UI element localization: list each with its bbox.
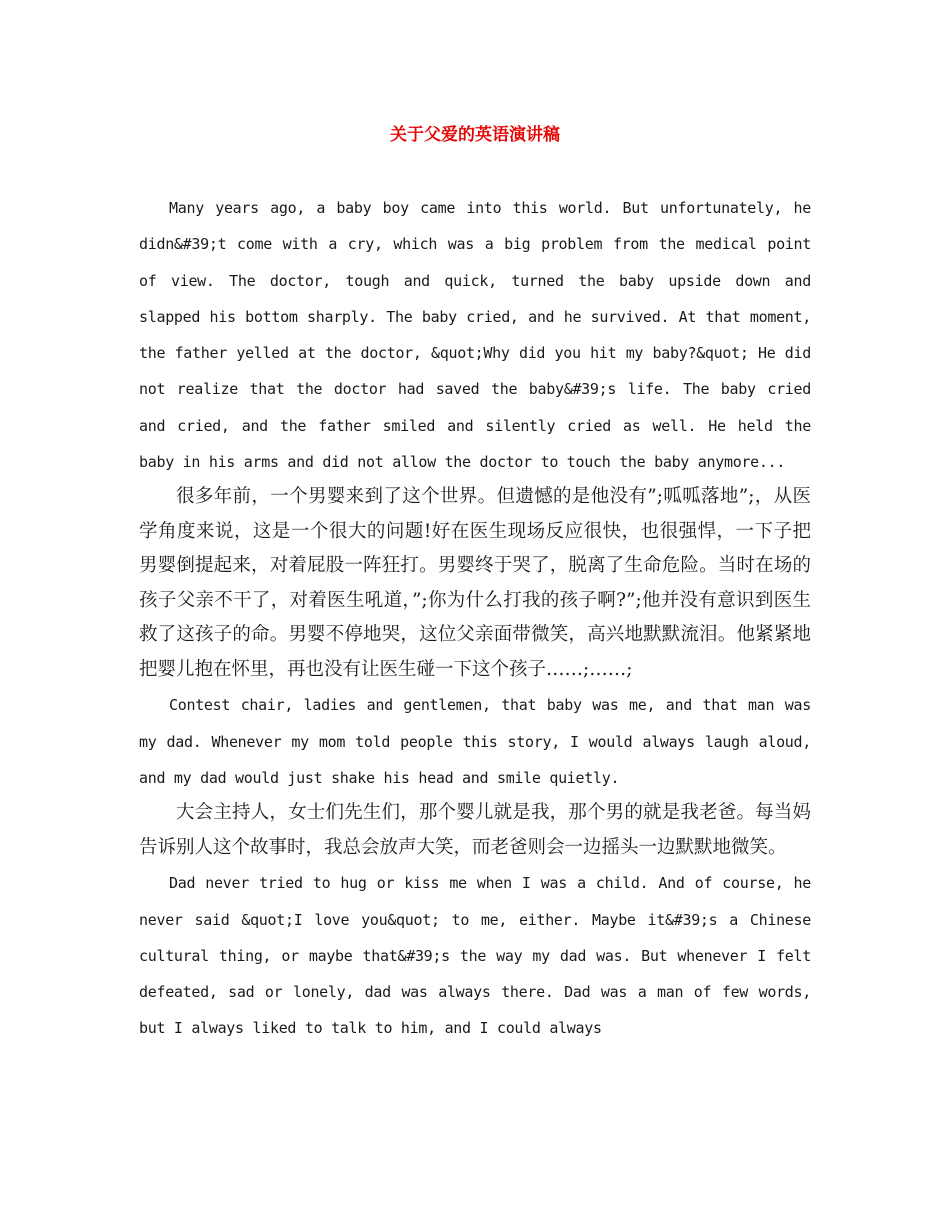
document-body bbox=[139, 190, 811, 1047]
paragraph-en-3: Dad never tried to hug or kiss me when I was a child. And of course, he never said &quot;I love you&quot; to me, either. Maybe it&#39;s a Chinese cultural thing, or maybe that&#39;s the way my dad was. But whenever I felt defeated, sad or lonely, dad was always there. Dad was a man of few words, but I always liked to talk to him, and I could always bbox=[139, 874, 811, 1038]
paragraph-zh-2: 大会主持人，女士们先生们，那个婴儿就是我，那个男的就是我老爸。每当妈告诉别人这个故事时，我总会放声大笑，而老爸则会一边摇头一边默默地微笑。 bbox=[139, 802, 811, 858]
paragraph-en-1: Many years ago, a baby boy came into this world. But unfortunately, he didn&#39;t come with a cry, which was a big problem from the medical point of view. The doctor, tough and quick, turned the baby upside down and slapped his bottom sharply. The baby cried, and he survived. At that moment, the father yelled at the doctor, &quot;Why did you hit my baby?&quot; He did not realize that the doctor had saved the baby&#39;s life. The baby cried and cried, and the father smiled and silently cried as well. He held the baby in his arms and did not allow the doctor to touch the baby anymore... bbox=[139, 199, 811, 472]
paragraph-zh-1: 很多年前，一个男婴来到了这个世界。但遗憾的是他没有”;呱呱落地”;，从医学角度来说，这是一个很大的问题!好在医生现场反应很快，也很强悍，一下子把男婴倒提起来，对着屁股一阵狂打。男婴终于哭了，脱离了生命危险。当时在场的孩子父亲不干了，对着医生吼道，”;你为什么打我的孩子啊?”;他并没有意识到医生救了这孩子的命。男婴不停地哭，这位父亲面带微笑，高兴地默默流泪。他紧紧地把婴儿抱在怀里，再也没有让医生碰一下这个孩子……;……; bbox=[139, 486, 811, 680]
paragraph-en-2: Contest chair, ladies and gentlemen, that baby was me, and that man was my dad. Whenever my mom told people this story, I would always laugh aloud, and my dad would just shake his head and smile quietly. bbox=[139, 696, 811, 787]
document-title: 关于父爱的英语演讲稿 bbox=[390, 125, 560, 145]
